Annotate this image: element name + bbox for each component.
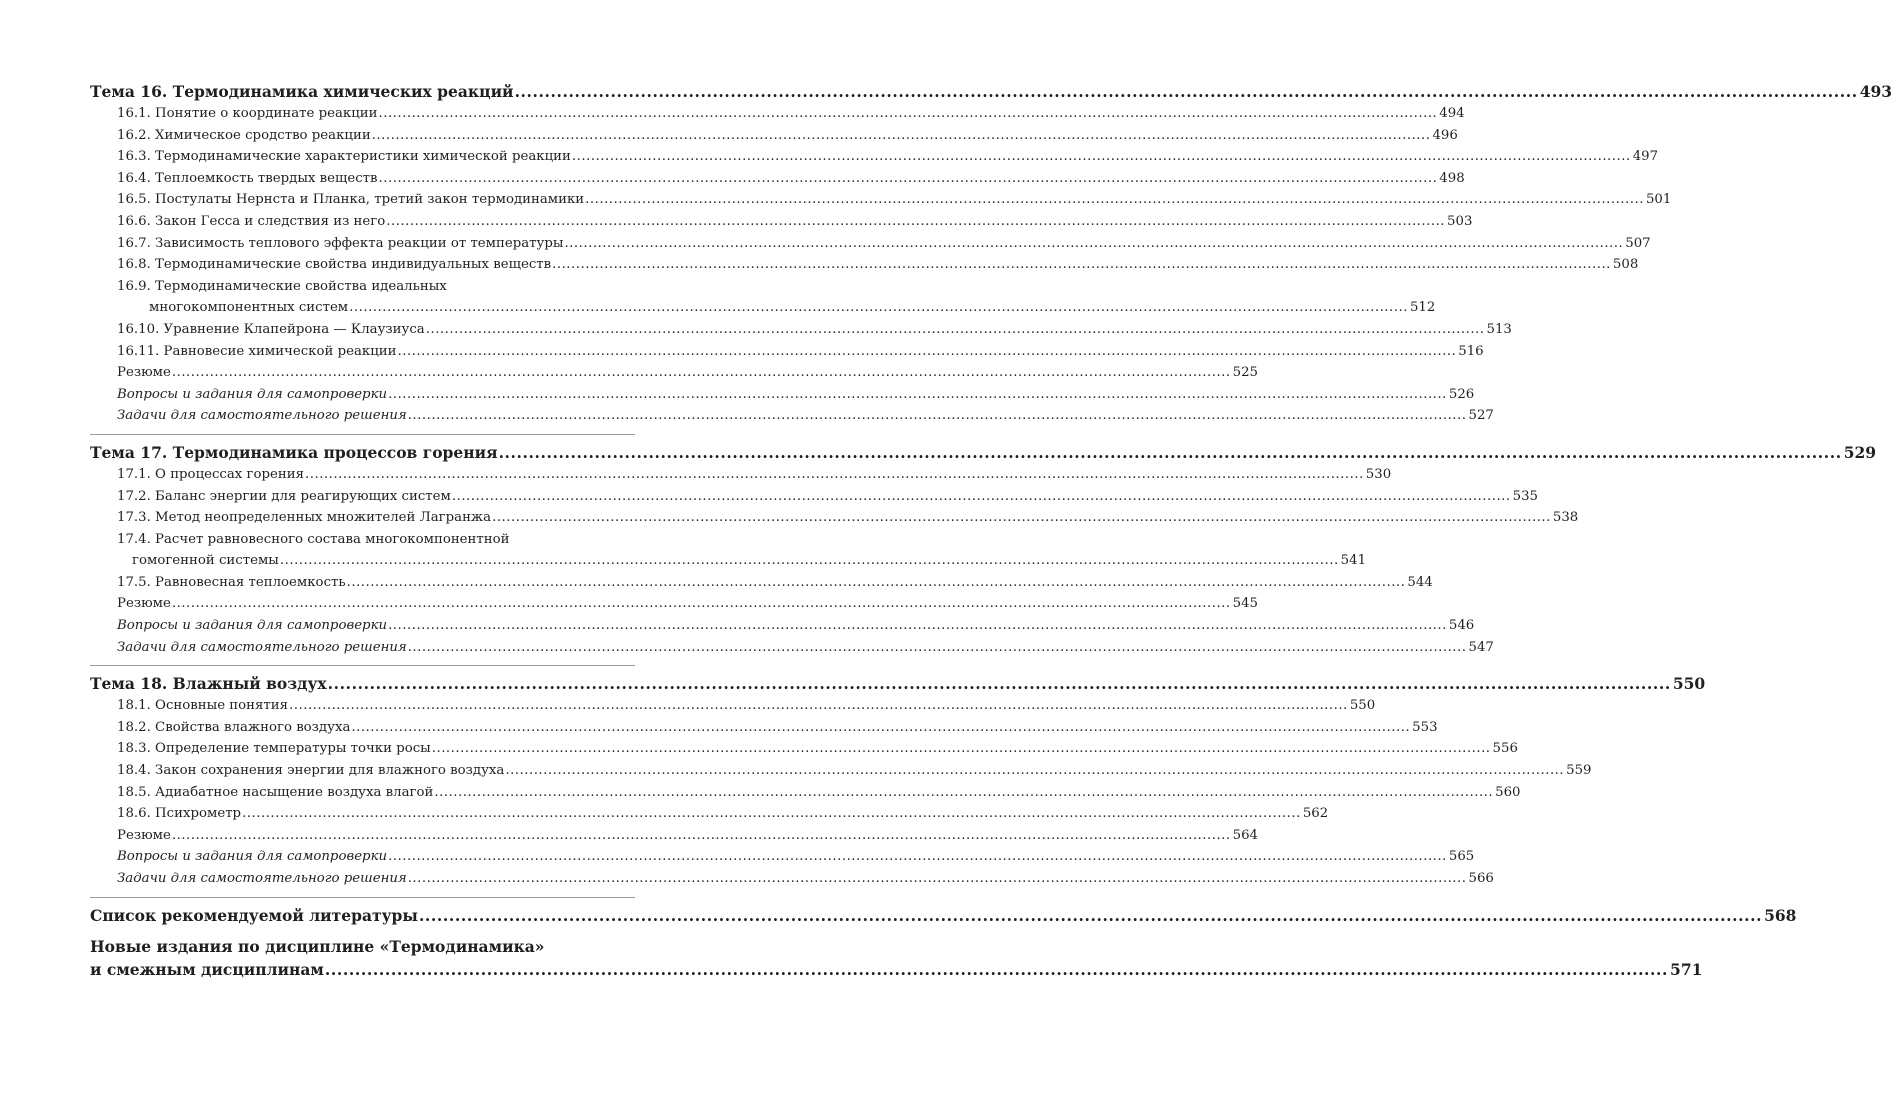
table-of-contents bbox=[90, 80, 1892, 981]
entry-page: 546 bbox=[1448, 618, 1475, 634]
leader-dots bbox=[280, 550, 1339, 572]
entry-title: 16.10. Уравнение Клапейрона — Клаузиуса bbox=[117, 321, 425, 337]
toc-new-editions-heading bbox=[90, 958, 1703, 981]
entry-page: 497 bbox=[1632, 149, 1659, 165]
entry-title: 18.5. Адиабатное насыщение воздуха влагой bbox=[117, 784, 434, 800]
toc-entry-problems bbox=[90, 868, 1494, 890]
entry-title: Резюме bbox=[117, 827, 171, 843]
entry-title: 17.2. Баланс энергии для реагирующих систем bbox=[117, 488, 451, 504]
entry-page: 545 bbox=[1232, 596, 1259, 612]
entry-page: 541 bbox=[1340, 553, 1367, 569]
leader-dots bbox=[349, 297, 1408, 319]
toc-entry-questions bbox=[90, 384, 1475, 406]
toc-new-editions bbox=[90, 935, 1703, 981]
leader-dots bbox=[347, 572, 1406, 594]
entry-title: Вопросы и задания для самопроверки bbox=[117, 618, 388, 634]
leader-dots bbox=[351, 717, 1410, 739]
leader-dots bbox=[397, 341, 1456, 363]
toc-entry bbox=[90, 103, 1465, 125]
toc-entry bbox=[90, 550, 1367, 572]
entry-page: 535 bbox=[1512, 488, 1539, 504]
toc-section-18 bbox=[90, 672, 1706, 897]
entry-page: 496 bbox=[1432, 127, 1458, 143]
leader-dots bbox=[378, 103, 1437, 125]
leader-dots bbox=[452, 486, 1511, 508]
toc-entry bbox=[90, 464, 1392, 486]
entry-title: 16.2. Химическое сродство реакции bbox=[117, 127, 371, 143]
entry-page: 501 bbox=[1645, 192, 1672, 208]
new-editions-title-line1: Новые издания по дисциплине «Термодинамика» bbox=[90, 936, 545, 956]
entry-title: 16.11. Равновесие химической реакции bbox=[117, 343, 397, 359]
new-editions-page: 571 bbox=[1670, 959, 1703, 979]
entry-page: 566 bbox=[1468, 871, 1494, 886]
entry-page: 560 bbox=[1495, 784, 1521, 800]
leader-dots bbox=[408, 405, 1467, 427]
toc-entry bbox=[90, 319, 1512, 341]
entry-page: 530 bbox=[1365, 466, 1392, 482]
topic-title: Тема 18. Влажный воздух bbox=[90, 674, 327, 694]
leader-dots bbox=[379, 168, 1438, 190]
entry-page: 547 bbox=[1468, 639, 1494, 655]
toc-entry bbox=[90, 341, 1484, 363]
topic-page: 529 bbox=[1843, 442, 1877, 462]
leader-dots bbox=[172, 362, 1231, 384]
toc-entry-questions bbox=[90, 615, 1475, 637]
leader-dots bbox=[564, 233, 1623, 255]
entry-title: 16.6. Закон Гесса и следствия из него bbox=[117, 213, 386, 229]
leader-dots bbox=[305, 464, 1364, 486]
toc-entry-problems bbox=[90, 637, 1494, 659]
toc-references-heading bbox=[90, 904, 1797, 927]
topic-title: Тема 17. Термодинамика процессов горения bbox=[90, 442, 498, 462]
toc-section-17 bbox=[90, 441, 1877, 666]
entry-page: 503 bbox=[1447, 213, 1473, 229]
entry-title: 18.1. Основные понятия bbox=[117, 698, 289, 714]
toc-entry bbox=[90, 297, 1436, 319]
toc-entry bbox=[90, 760, 1592, 782]
entry-page: 507 bbox=[1625, 235, 1651, 251]
topic-page: 493 bbox=[1859, 82, 1892, 101]
leader-dots bbox=[499, 441, 1842, 464]
leader-dots bbox=[585, 189, 1644, 211]
entry-title: Резюме bbox=[117, 596, 171, 612]
entry-page: 564 bbox=[1232, 827, 1259, 843]
entry-page: 544 bbox=[1407, 574, 1433, 590]
entry-title: Задачи для самостоятельного решения bbox=[117, 871, 407, 886]
entry-title: 16.4. Теплоемкость твердых веществ bbox=[117, 170, 378, 186]
entry-page: 565 bbox=[1448, 849, 1475, 865]
toc-entry-summary bbox=[90, 362, 1259, 384]
leader-dots bbox=[242, 803, 1301, 825]
leader-dots bbox=[328, 672, 1671, 695]
leader-dots bbox=[172, 593, 1231, 615]
leader-dots bbox=[419, 904, 1762, 927]
toc-entry-line1 bbox=[90, 529, 635, 551]
entry-title: 17.3. Метод неопределенных множителей Лагранжа bbox=[117, 510, 492, 526]
leader-dots bbox=[515, 80, 1858, 103]
leader-dots bbox=[408, 868, 1467, 890]
entry-page: 553 bbox=[1412, 719, 1438, 735]
toc-entry-summary bbox=[90, 593, 1259, 615]
toc-entry-line1 bbox=[90, 276, 635, 298]
toc-entry bbox=[90, 507, 1579, 529]
entry-title: Вопросы и задания для самопроверки bbox=[117, 386, 388, 402]
entry-page: 538 bbox=[1552, 510, 1579, 526]
entry-title: многокомпонентных систем bbox=[149, 300, 349, 316]
leader-dots bbox=[572, 146, 1631, 168]
leader-dots bbox=[552, 254, 1611, 276]
entry-page: 513 bbox=[1486, 321, 1512, 337]
toc-entry bbox=[90, 486, 1539, 508]
leader-dots bbox=[434, 782, 1493, 804]
entry-title: 16.8. Термодинамические свойства индивидуальных веществ bbox=[117, 257, 552, 273]
toc-entry-questions bbox=[90, 846, 1475, 868]
entry-title: 17.5. Равновесная теплоемкость bbox=[117, 574, 346, 590]
entry-title: 18.4. Закон сохранения энергии для влажного воздуха bbox=[117, 763, 505, 779]
leader-dots bbox=[325, 958, 1668, 981]
toc-entry bbox=[90, 125, 1458, 147]
entry-title: 16.7. Зависимость теплового эффекта реакции от температуры bbox=[117, 235, 564, 251]
entry-title-line1: 17.4. Расчет равновесного состава многокомпонентной bbox=[117, 531, 510, 547]
toc-topic-heading bbox=[90, 80, 1892, 103]
leader-dots bbox=[386, 211, 1445, 233]
toc-entry-problems bbox=[90, 405, 1494, 427]
entry-title: 18.2. Свойства влажного воздуха bbox=[117, 719, 351, 735]
entry-title: Резюме bbox=[117, 365, 171, 381]
leader-dots bbox=[432, 738, 1491, 760]
entry-title: гомогенной системы bbox=[132, 553, 279, 569]
entry-page: 494 bbox=[1439, 106, 1465, 121]
toc-entry bbox=[90, 254, 1639, 276]
entry-page: 526 bbox=[1448, 386, 1475, 402]
entry-title: Задачи для самостоятельного решения bbox=[117, 408, 407, 424]
leader-dots bbox=[408, 637, 1467, 659]
entry-page: 508 bbox=[1612, 257, 1639, 273]
leader-dots bbox=[372, 125, 1431, 147]
entry-page: 562 bbox=[1302, 806, 1329, 822]
toc-entry bbox=[90, 717, 1438, 739]
toc-section-16 bbox=[90, 80, 1892, 435]
new-editions-title-line2: и смежным дисциплинам bbox=[90, 959, 324, 979]
toc-entry bbox=[90, 803, 1329, 825]
entry-title-line1: 16.9. Термодинамические свойства идеальных bbox=[117, 278, 447, 294]
entry-title: 18.6. Психрометр bbox=[117, 806, 242, 822]
entry-title: 16.1. Понятие о координате реакции bbox=[117, 106, 378, 121]
entry-title: Задачи для самостоятельного решения bbox=[117, 639, 407, 655]
entry-page: 498 bbox=[1439, 170, 1465, 186]
toc-entry bbox=[90, 146, 1659, 168]
entry-title: 18.3. Определение температуры точки росы bbox=[117, 741, 431, 757]
toc-entry bbox=[90, 189, 1672, 211]
topic-title: Тема 16. Термодинамика химических реакций bbox=[90, 82, 514, 101]
entry-title: 17.1. О процессах горения bbox=[117, 466, 305, 482]
entry-page: 525 bbox=[1232, 365, 1259, 381]
toc-entry bbox=[90, 572, 1433, 594]
toc-entry bbox=[90, 168, 1465, 190]
leader-dots bbox=[289, 695, 1348, 717]
toc-topic-heading bbox=[90, 441, 1877, 464]
leader-dots bbox=[492, 507, 1551, 529]
leader-dots bbox=[426, 319, 1485, 341]
entry-page: 556 bbox=[1492, 741, 1518, 757]
toc-entry bbox=[90, 233, 1651, 255]
leader-dots bbox=[505, 760, 1564, 782]
entry-title: 16.5. Постулаты Нернста и Планка, третий закон термодинамики bbox=[117, 192, 585, 208]
toc-entry bbox=[90, 738, 1518, 760]
entry-title: 16.3. Термодинамические характеристики химической реакции bbox=[117, 149, 571, 165]
leader-dots bbox=[172, 825, 1231, 847]
entry-page: 559 bbox=[1566, 763, 1592, 779]
entry-page: 550 bbox=[1349, 698, 1376, 714]
toc-topic-heading bbox=[90, 672, 1706, 695]
topic-page: 550 bbox=[1672, 674, 1706, 694]
toc-entry bbox=[90, 211, 1473, 233]
entry-page: 512 bbox=[1409, 300, 1436, 316]
leader-dots bbox=[388, 384, 1447, 406]
toc-entry bbox=[90, 695, 1376, 717]
references-page: 568 bbox=[1764, 905, 1797, 925]
entry-page: 527 bbox=[1468, 408, 1494, 424]
toc-entry-summary bbox=[90, 825, 1259, 847]
references-title: Список рекомендуемой литературы bbox=[90, 905, 418, 925]
entry-page: 516 bbox=[1458, 343, 1484, 359]
leader-dots bbox=[388, 615, 1447, 637]
entry-title: Вопросы и задания для самопроверки bbox=[117, 849, 388, 865]
toc-entry bbox=[90, 782, 1521, 804]
leader-dots bbox=[388, 846, 1447, 868]
